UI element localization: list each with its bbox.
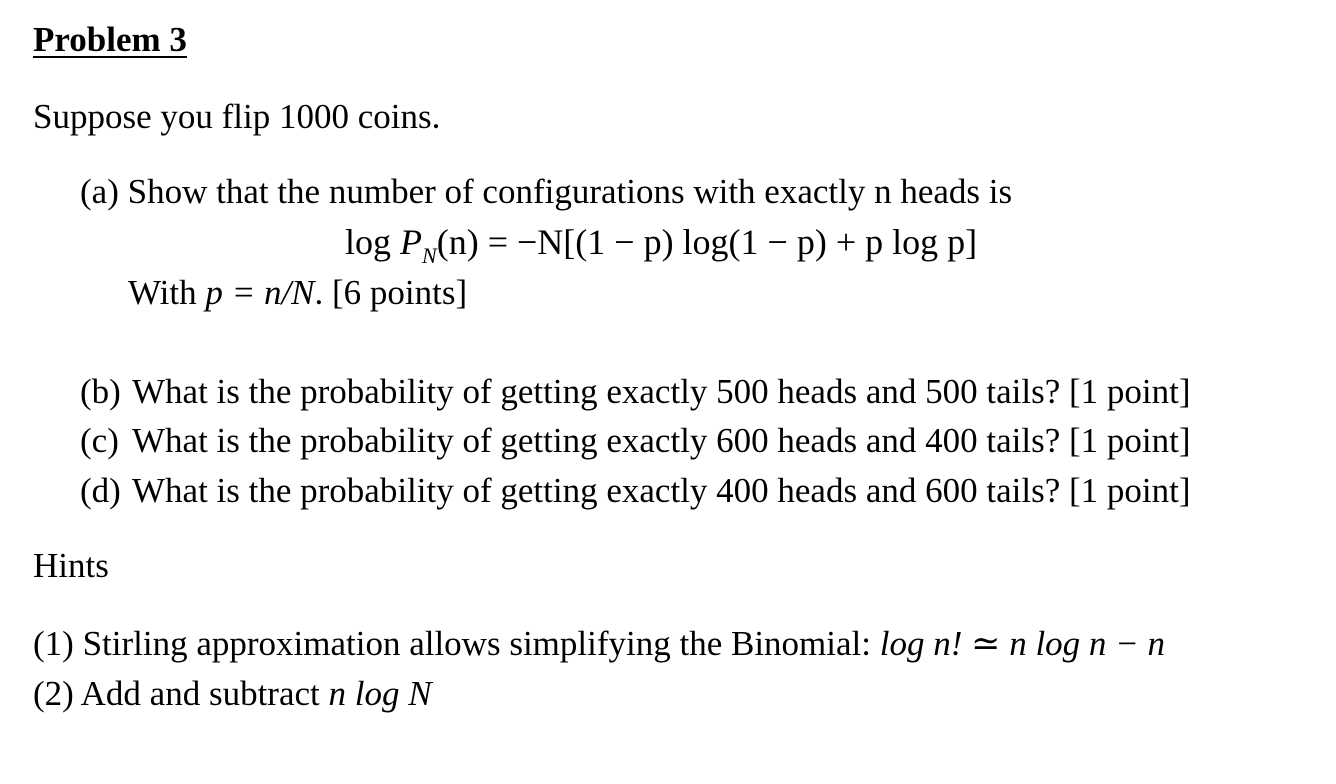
with-suffix: . [6 points] [314, 273, 468, 312]
part-c [80, 421, 1191, 461]
formula-lhs-sub: N [422, 243, 437, 268]
with-prefix: With [128, 273, 206, 312]
part-b-label: (b) [80, 372, 121, 411]
problem-intro: Suppose you flip 1000 coins. [33, 97, 441, 136]
hint-1 [33, 624, 1165, 664]
formula-lhs-prefix: log [345, 222, 401, 262]
hint-1-label: (1) [33, 624, 83, 663]
part-d-label: (d) [80, 471, 121, 510]
formula-log-pn [345, 222, 977, 267]
part-b-text: What is the probability of getting exactly 500 heads and 500 tails? [1 point] [132, 372, 1191, 411]
part-d [80, 471, 1191, 511]
part-c-label: (c) [80, 421, 119, 460]
part-a-text: Show that the number of configurations with exactly n heads is [127, 172, 1013, 211]
with-math: p = n/N [205, 273, 315, 312]
part-d-text: What is the probability of getting exactly 400 heads and 600 tails? [1 point] [132, 471, 1191, 510]
formula-lhs-p: P [400, 222, 423, 262]
hint-2 [33, 674, 432, 714]
part-a-with-line [128, 273, 467, 313]
hint-2-text: Add and subtract [80, 674, 329, 713]
part-c-text: What is the probability of getting exactly 600 heads and 400 tails? [1 point] [132, 421, 1191, 460]
hint-1-math: log n! ≃ n log n − n [879, 624, 1166, 663]
hint-2-math: n log N [328, 674, 432, 713]
part-a-label: (a) [80, 172, 119, 211]
formula-lhs-arg: (n) [436, 222, 479, 262]
part-a [80, 172, 1012, 212]
hint-2-label: (2) [33, 674, 81, 713]
hint-1-text: Stirling approximation allows simplifying the Binomial: [82, 624, 880, 663]
formula-rhs: = −N[(1 − p) log(1 − p) + p log p] [478, 222, 978, 262]
hints-heading: Hints [33, 546, 109, 585]
problem-title: Problem 3 [33, 20, 187, 59]
part-b [80, 372, 1191, 412]
